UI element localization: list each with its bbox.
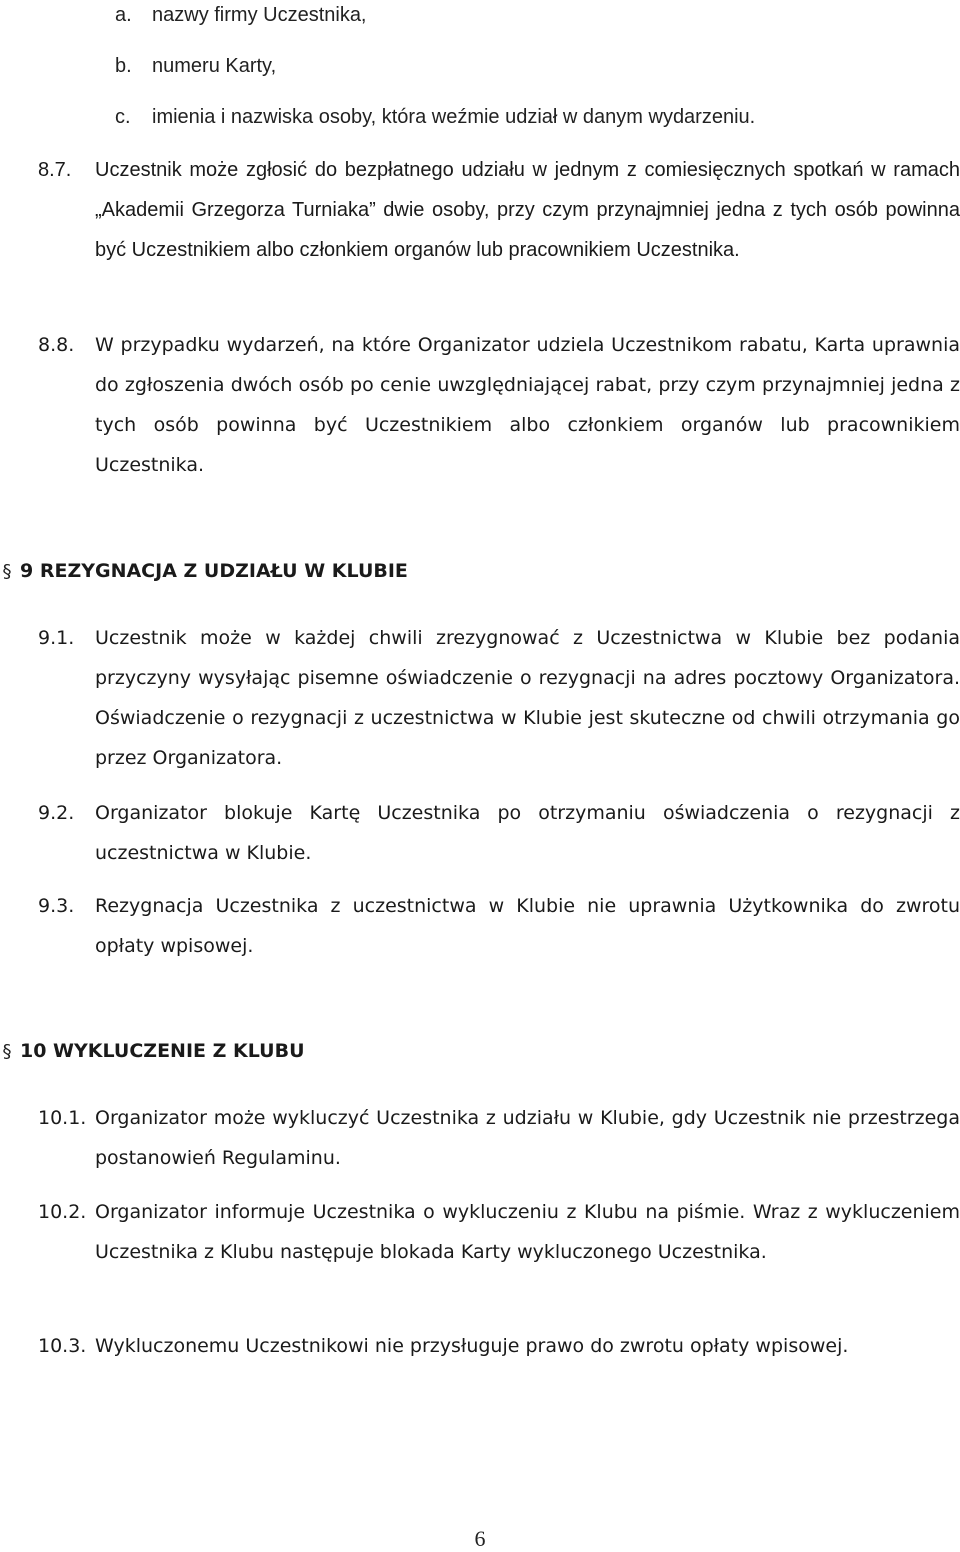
- clause-number: 9.2.: [38, 802, 75, 824]
- list-item-label: a.: [115, 4, 132, 26]
- clause-text: Uczestnik może w każdej chwili zrezygnować z Uczestnictwa w Klubie bez podania przyczyny wysyłając pisemne oświadczenie o rezygnacji na adres pocztowy Organizatora. Oświadczenie o rezygnacji z uczestnictwa w Klubie jest skuteczne od chwili otrzymania go przez Organizatora.: [95, 627, 960, 769]
- clause-10-1: [38, 1098, 960, 1178]
- clause-number: 10.2.: [38, 1201, 87, 1223]
- clause-text: Organizator może wykluczyć Uczestnika z udziału w Klubie, gdy Uczestnik nie przestrzega postanowień Regulaminu.: [95, 1107, 960, 1169]
- clause-8-8: [38, 325, 960, 485]
- clause-9-2: [38, 793, 960, 873]
- page-number: 6: [474, 1526, 486, 1551]
- section-heading-text: 10 WYKLUCZENIE Z KLUBU: [20, 1040, 305, 1062]
- section-heading-text: 9 REZYGNACJA Z UDZIAŁU W KLUBIE: [20, 560, 408, 582]
- list-item: [115, 0, 367, 42]
- clause-10-3: [38, 1326, 960, 1366]
- section-sign-icon: §: [2, 1040, 12, 1062]
- clause-text: Organizator informuje Uczestnika o wykluczeniu z Klubu na piśmie. Wraz z wykluczeniem Uczestnika z Klubu następuje blokada Karty wykluczonego Uczestnika.: [95, 1201, 960, 1263]
- list-item-label: c.: [115, 106, 131, 128]
- section-heading-10: [0, 1040, 305, 1062]
- clause-text: Rezygnacja Uczestnika z uczestnictwa w Klubie nie uprawnia Użytkownika do zwrotu opłaty wpisowej.: [95, 895, 960, 957]
- clause-text: W przypadku wydarzeń, na które Organizator udziela Uczestnikom rabatu, Karta uprawnia do zgłoszenia dwóch osób po cenie uwzględniającej rabat, przy czym przynajmniej jedna z tych osób powinna być Uczestnikiem albo członkiem organów lub pracownikiem Uczestnika.: [95, 334, 960, 476]
- list-item-text: imienia i nazwiska osoby, która weźmie udział w danym wydarzeniu.: [152, 106, 756, 128]
- clause-number: 9.1.: [38, 627, 75, 649]
- clause-number: 10.3.: [38, 1335, 87, 1357]
- list-item: [115, 90, 755, 144]
- clause-9-1: [38, 618, 960, 778]
- clause-number: 8.8.: [38, 334, 75, 356]
- clause-number: 8.7.: [38, 159, 72, 181]
- clause-number: 9.3.: [38, 895, 75, 917]
- section-heading-9: [0, 560, 408, 582]
- clause-text: Wykluczonemu Uczestnikowi nie przysługuje prawo do zwrotu opłaty wpisowej.: [95, 1335, 849, 1357]
- list-item-text: numeru Karty,: [152, 55, 277, 77]
- list-item-label: b.: [115, 55, 132, 77]
- clause-text: Organizator blokuje Kartę Uczestnika po otrzymaniu oświadczenia o rezygnacji z uczestnictwa w Klubie.: [95, 802, 960, 864]
- list-item: [115, 39, 276, 93]
- list-item-text: nazwy firmy Uczestnika,: [152, 4, 367, 26]
- clause-number: 10.1.: [38, 1107, 87, 1129]
- clause-10-2: [38, 1192, 960, 1272]
- clause-text: Uczestnik może zgłosić do bezpłatnego udziału w jednym z comiesięcznych spotkań w ramach „Akademii Grzegorza Turniaka” dwie osoby, przy czym przynajmniej jedna z tych osób powinna być Uczestnikiem albo członkiem organów lub pracownikiem Uczestnika.: [95, 159, 960, 261]
- clause-8-7: [38, 150, 960, 270]
- section-sign-icon: §: [2, 560, 12, 582]
- clause-9-3: [38, 886, 960, 966]
